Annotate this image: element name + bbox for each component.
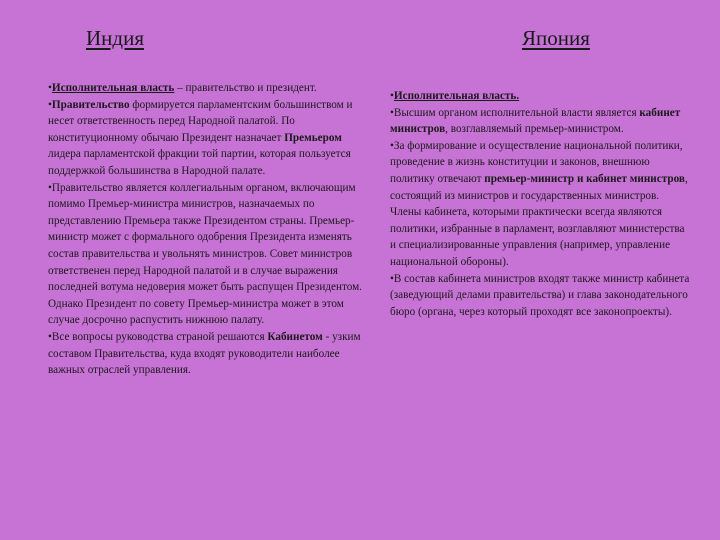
india-government-term: Правительство: [51, 98, 130, 111]
india-executive-term: Исполнительная власть: [51, 82, 175, 94]
india-government-paragraph: [48, 97, 372, 180]
japan-premier-term: премьер-министр и кабинет министров: [484, 172, 685, 185]
japan-policy-paragraph: [390, 138, 692, 271]
india-column: [48, 80, 372, 379]
japan-heading: Япония: [522, 26, 590, 50]
india-executive-text: – правительство и президент.: [174, 82, 317, 94]
japan-executive-term: Исполнительная власть.: [393, 90, 520, 102]
japan-policy-text: •За формирование и осуществление национальной политики, проведение в жизнь конституции и законов, внешнюю политику отвечают: [390, 139, 683, 185]
india-cabinet-term: Кабинетом: [267, 330, 323, 343]
india-cabinet-text: •Все вопросы руководства страной решаются: [48, 330, 268, 343]
india-collegial-paragraph: •Правительство является коллегиальным органом, включающим помимо Премьер-министра министров, назначаемых по представлению Премьера также Президентом страны. Премьер-министр может с формального одобрения Президента изменять состав правительства и увольнять министров. Совет министров ответственен перед Народной палатой и в случае выражения последней вотума недоверия может быть распущен Президентом. Однако Президент по совету Премьер-министра может в этом случае досрочно распустить нижнюю палату.: [48, 181, 362, 327]
japan-cabinet-paragraph: [390, 105, 692, 138]
bullet: •: [48, 98, 52, 111]
japan-policy-text-end: , состоящий из министров и государственных министров. Члены кабинета, которыми практически всегда являются политики, избранные в парламент, возглавляют министерства и специализированные управления (например, управление национальной обороны).: [390, 172, 688, 268]
japan-executive-paragraph: [390, 88, 692, 105]
japan-cabinet-text-end: , возглавляемый премьер-министром.: [445, 123, 624, 136]
india-government-text-end: лидера парламентской фракции той партии, которая пользуется поддержкой большинства в Народной палате.: [48, 148, 351, 177]
japan-column: [390, 88, 692, 320]
japan-cabinet-text: •Высшим органом исполнительной власти является: [390, 106, 640, 119]
india-executive-paragraph: [48, 80, 372, 97]
india-cabinet-text-end: - узким составом Правительства, куда входят руководители наиболее важных отраслей управления.: [48, 330, 361, 377]
bullet: •: [48, 82, 52, 94]
india-government-text: формируется парламентским большинством и несет ответственность перед Народной палатой. По конституционному обычаю Президент назначает: [48, 98, 353, 144]
japan-composition-paragraph: •В состав кабинета министров входят также министр кабинета (заведующий делами правительства) и глава законодательного бюро (органа, через который проходят все законопроекты).: [390, 272, 690, 318]
india-cabinet-paragraph: [48, 329, 372, 379]
india-heading: Индия: [86, 26, 144, 50]
japan-cabinet-term: кабинет министров: [390, 106, 681, 136]
bullet: •: [390, 90, 394, 102]
india-premier-term: Премьером: [284, 131, 342, 144]
